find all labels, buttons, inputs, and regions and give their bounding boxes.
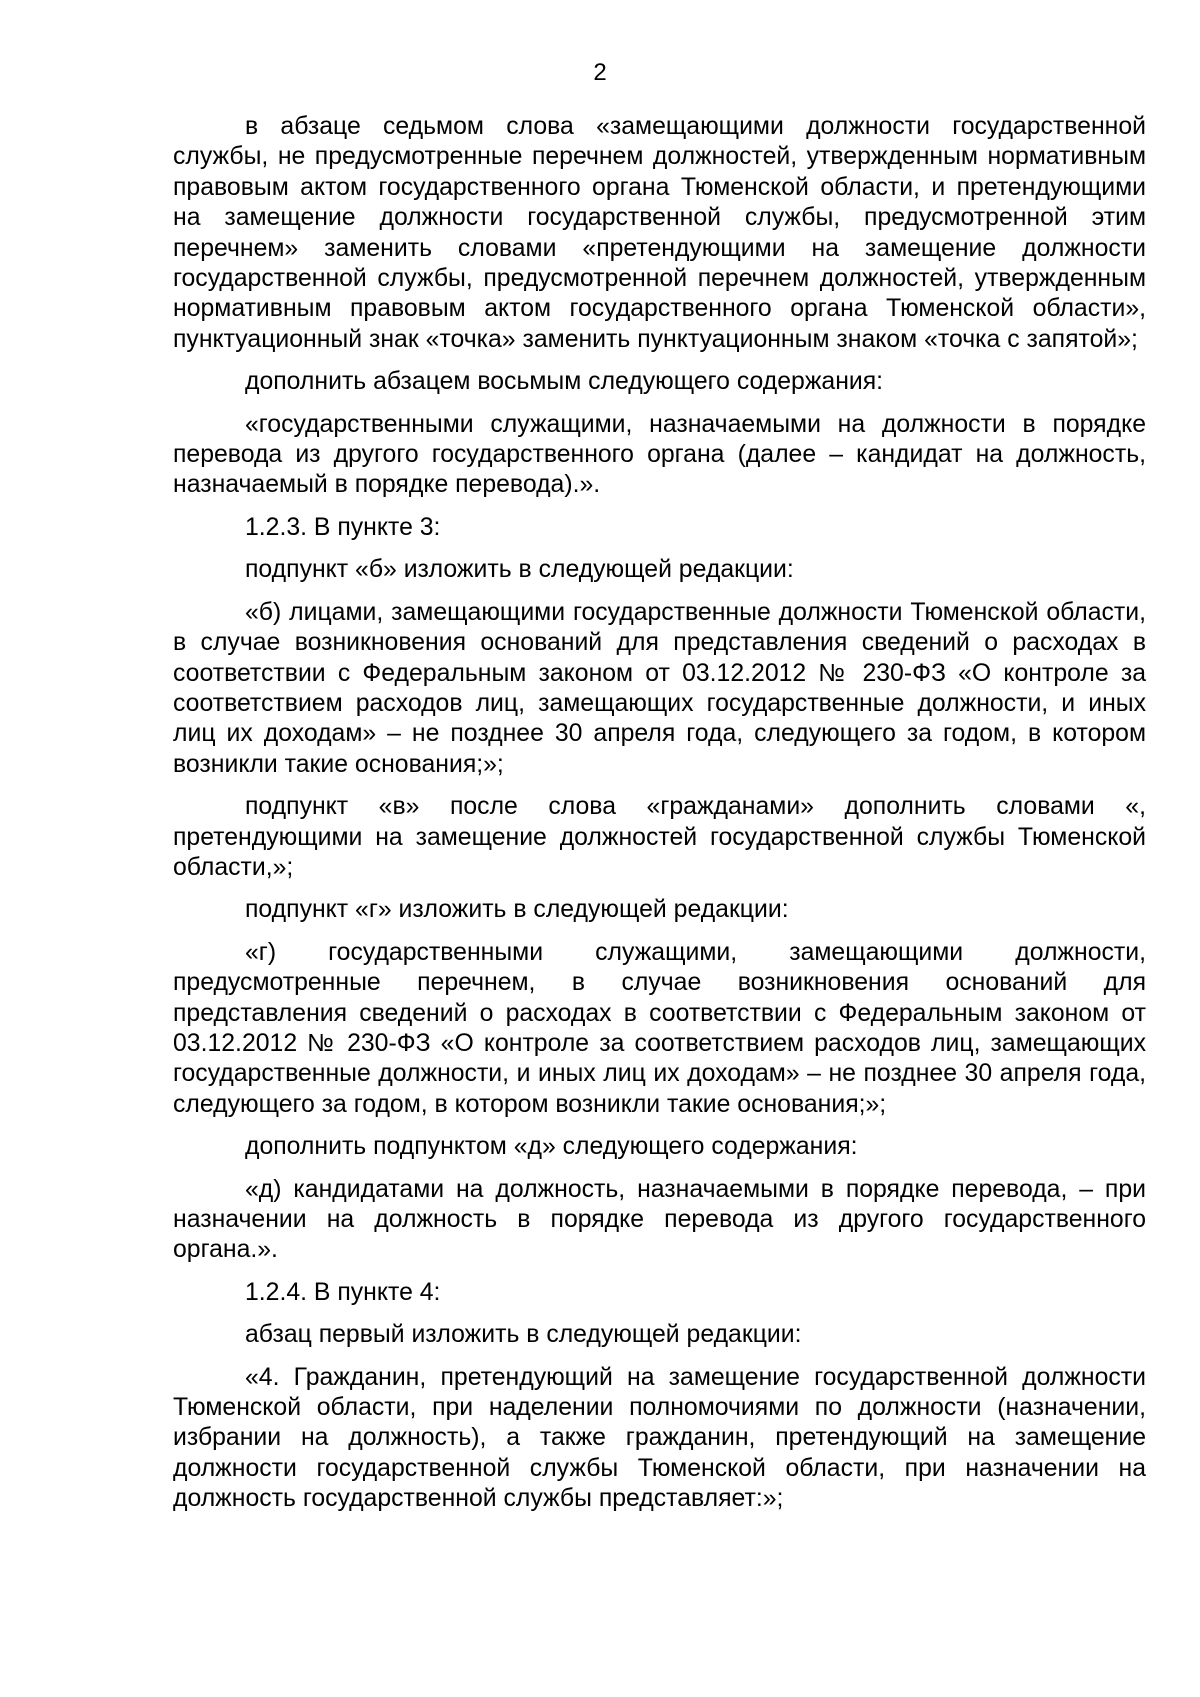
paragraph: дополнить подпунктом «д» следующего содержания:	[245, 1133, 858, 1161]
paragraph: 1.2.3. В пункте 3:	[245, 513, 441, 541]
paragraph: «государственными служащими, назначаемыми на должности в порядке перевода из другого государственного органа (далее – кандидат на должность, назначаемый в порядке перевода).».	[173, 410, 1146, 499]
paragraph: дополнить абзацем восьмым следующего содержания:	[245, 368, 884, 396]
paragraph: «д) кандидатами на должность, назначаемыми в порядке перевода, – при назначении на должность в порядке перевода из другого государственного органа.».	[173, 1175, 1146, 1264]
page-number: 2	[593, 59, 607, 86]
paragraph: подпункт «в» после слова «гражданами» дополнить словами «, претендующими на замещение должностей государственной службы Тюменской области,»;	[173, 793, 1146, 881]
paragraph: «4. Гражданин, претендующий на замещение государственной должности Тюменской области, при наделении полномочиями по должности (назначении, избрании на должность), а также гражданин, претендующий на замещение должности государственной службы Тюменской области, при назначении на должность государственной службы представляет:»;	[173, 1363, 1146, 1513]
paragraph: в абзаце седьмом слова «замещающими должности государственной службы, не предусмотренные перечнем должностей, утвержденным нормативным правовым актом государственного органа Тюменской области, и претендующими на замещение должности государственной службы, предусмотренной этим перечнем» заменить словами «претендующими на замещение должности государственной службы, предусмотренной перечнем должностей, утвержденным нормативным правовым актом государственного органа Тюменской области», пунктуационный знак «точка» заменить пунктуационным знаком «точка с запятой»;	[173, 113, 1146, 353]
paragraph: подпункт «г» изложить в следующей редакции:	[245, 896, 789, 924]
paragraph: «б) лицами, замещающими государственные должности Тюменской области, в случае возникновения оснований для представления сведений о расходах в соответствии с Федеральным законом от 03.12.2012 № 230-ФЗ «О контроле за соответствием расходов лиц, замещающих государственные должности, и иных лиц их доходам» – не позднее 30 апреля года, следующего за годом, в котором возникли такие основания;»;	[173, 598, 1146, 778]
paragraph: абзац первый изложить в следующей редакции:	[245, 1321, 802, 1349]
paragraph: 1.2.4. В пункте 4:	[245, 1278, 441, 1306]
paragraph: подпункт «б» изложить в следующей редакции:	[245, 556, 794, 584]
paragraph: «г) государственными служащими, замещающими должности, предусмотренные перечнем, в случае возникновения оснований для представления сведений о расходах в соответствии с Федеральным законом от 03.12.2012 № 230-ФЗ «О контроле за соответствием расходов лиц, замещающих государственные должности, и иных лиц их доходам» – не позднее 30 апреля года, следующего за годом, в котором возникли такие основания;»;	[173, 938, 1146, 1118]
document-body	[173, 112, 1146, 1527]
